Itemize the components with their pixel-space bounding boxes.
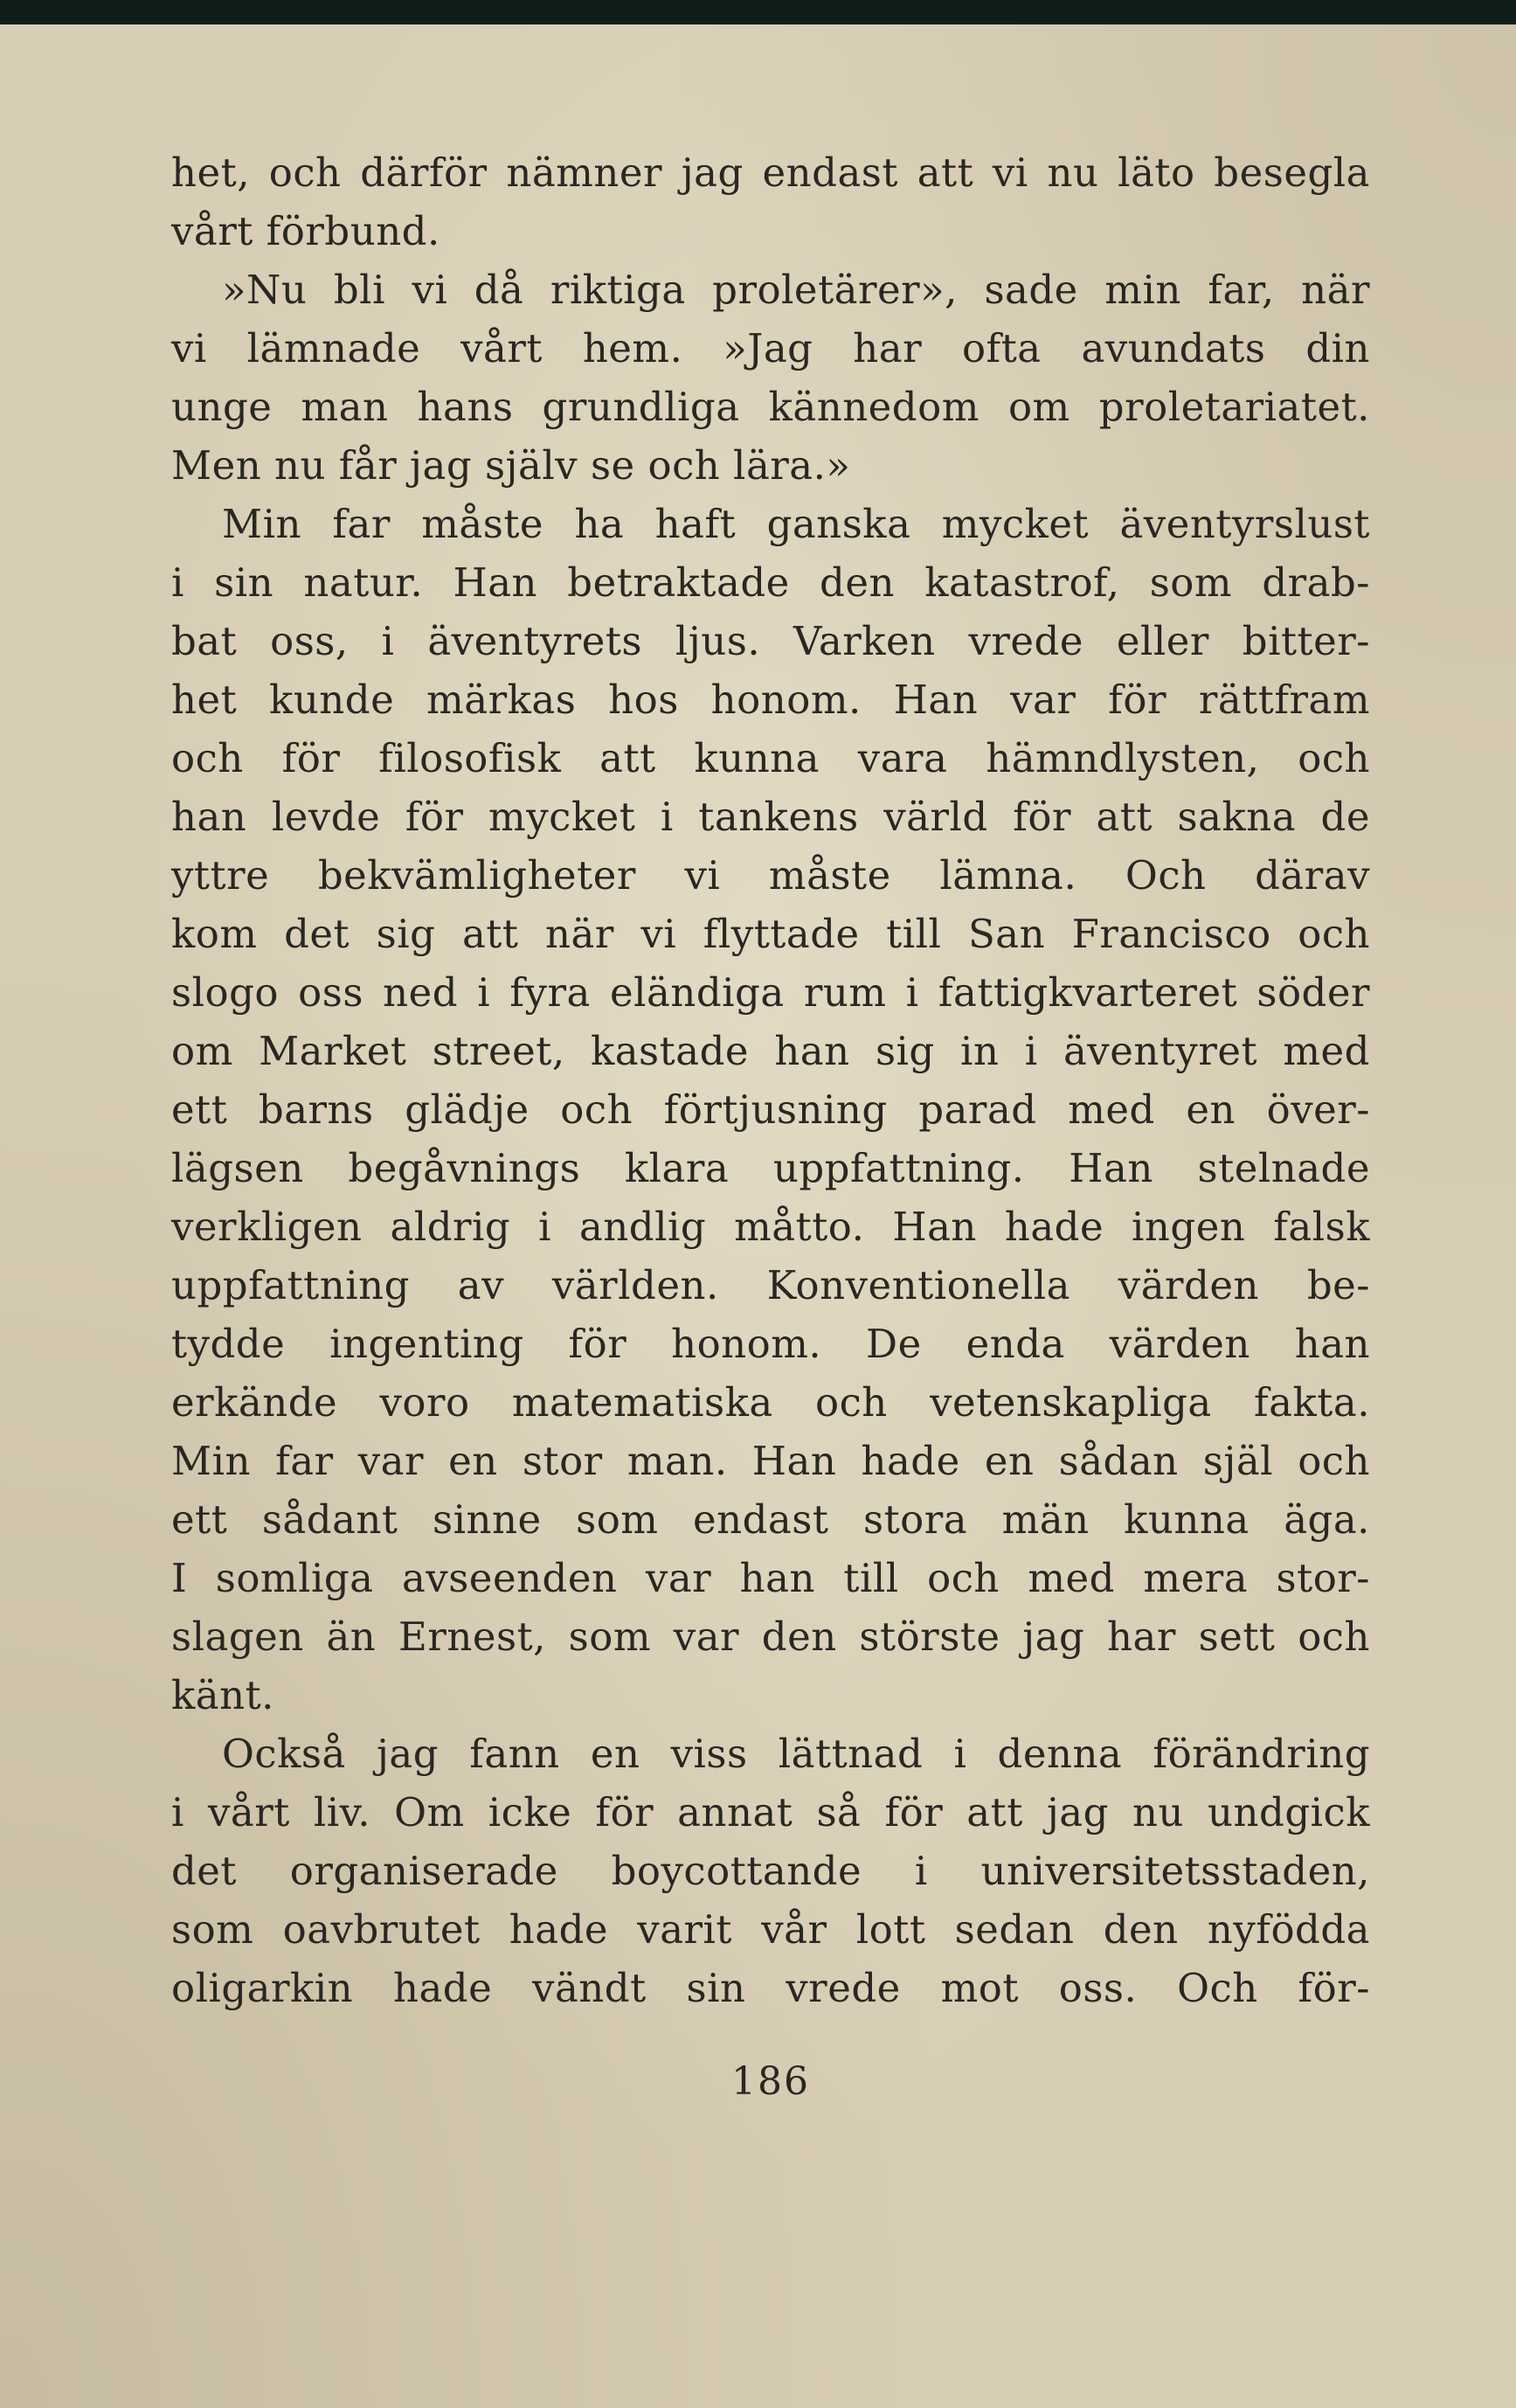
- text-line: om Market street, kastade han sig in i äventyret med: [171, 1028, 1370, 1074]
- text-line: »Nu bli vi då riktiga proletärer», sade min far, när: [222, 267, 1370, 313]
- text-line: lägsen begåvnings klara uppfattning. Han stelnade: [171, 1145, 1370, 1191]
- text-line: ett barns glädje och förtjusning parad med en över-: [171, 1086, 1370, 1133]
- text-line: slogo oss ned i fyra eländiga rum i fattigkvarteret söder: [171, 969, 1370, 1016]
- text-line: uppfattning av världen. Konventionella värden be-: [171, 1262, 1370, 1308]
- text-line: vi lämnade vårt hem. »Jag har ofta avundats din: [171, 325, 1370, 371]
- text-line: Också jag fann en viss lättnad i denna förändring: [222, 1731, 1370, 1777]
- text-line: känt.: [171, 1672, 274, 1718]
- text-line: vårt förbund.: [171, 208, 440, 254]
- text-line: oligarkin hade vändt sin vrede mot oss. Och för-: [171, 1965, 1370, 2011]
- text-line: I somliga avseenden var han till och med mera stor-: [171, 1555, 1370, 1601]
- text-line: bat oss, i äventyrets ljus. Varken vrede eller bitter-: [171, 618, 1370, 664]
- text-line: slagen än Ernest, som var den störste jag har sett och: [171, 1613, 1370, 1660]
- text-line: unge man hans grundliga kännedom om proletariatet.: [171, 384, 1370, 430]
- text-line: Min far var en stor man. Han hade en sådan själ och: [171, 1438, 1370, 1484]
- text-line: kom det sig att när vi flyttade till San Francisco och: [171, 911, 1370, 957]
- text-line: het kunde märkas hos honom. Han var för rättfram: [171, 677, 1370, 723]
- text-line: erkände voro matematiska och vetenskapliga fakta.: [171, 1379, 1370, 1426]
- text-line: Min far måste ha haft ganska mycket äventyrslust: [222, 501, 1370, 547]
- text-line: det organiserade boycottande i universitetsstaden,: [171, 1848, 1370, 1894]
- text-line: i vårt liv. Om icke för annat så för att jag nu undgick: [171, 1789, 1370, 1835]
- text-line: yttre bekvämligheter vi måste lämna. Och därav: [171, 852, 1370, 899]
- text-line: het, och därför nämner jag endast att vi nu läto besegla: [171, 149, 1370, 196]
- text-line: som oavbrutet hade varit vår lott sedan den nyfödda: [171, 1906, 1370, 1953]
- text-line: i sin natur. Han betraktade den katastrof, som drab-: [171, 559, 1370, 606]
- text-line: ett sådant sinne som endast stora män kunna äga.: [171, 1496, 1370, 1543]
- text-line: och för filosofisk att kunna vara hämndlysten, och: [171, 735, 1370, 781]
- text-line: han levde för mycket i tankens värld för att sakna de: [171, 794, 1370, 840]
- text-line: tydde ingenting för honom. De enda värden han: [171, 1321, 1370, 1367]
- text-line: Men nu får jag själv se och lära.»: [171, 442, 851, 489]
- book-text-block: [171, 143, 1370, 2017]
- page-number: 186: [731, 2059, 810, 2104]
- text-line: verkligen aldrig i andlig måtto. Han hade ingen falsk: [171, 1204, 1370, 1250]
- scan-edge-top: [0, 0, 1516, 24]
